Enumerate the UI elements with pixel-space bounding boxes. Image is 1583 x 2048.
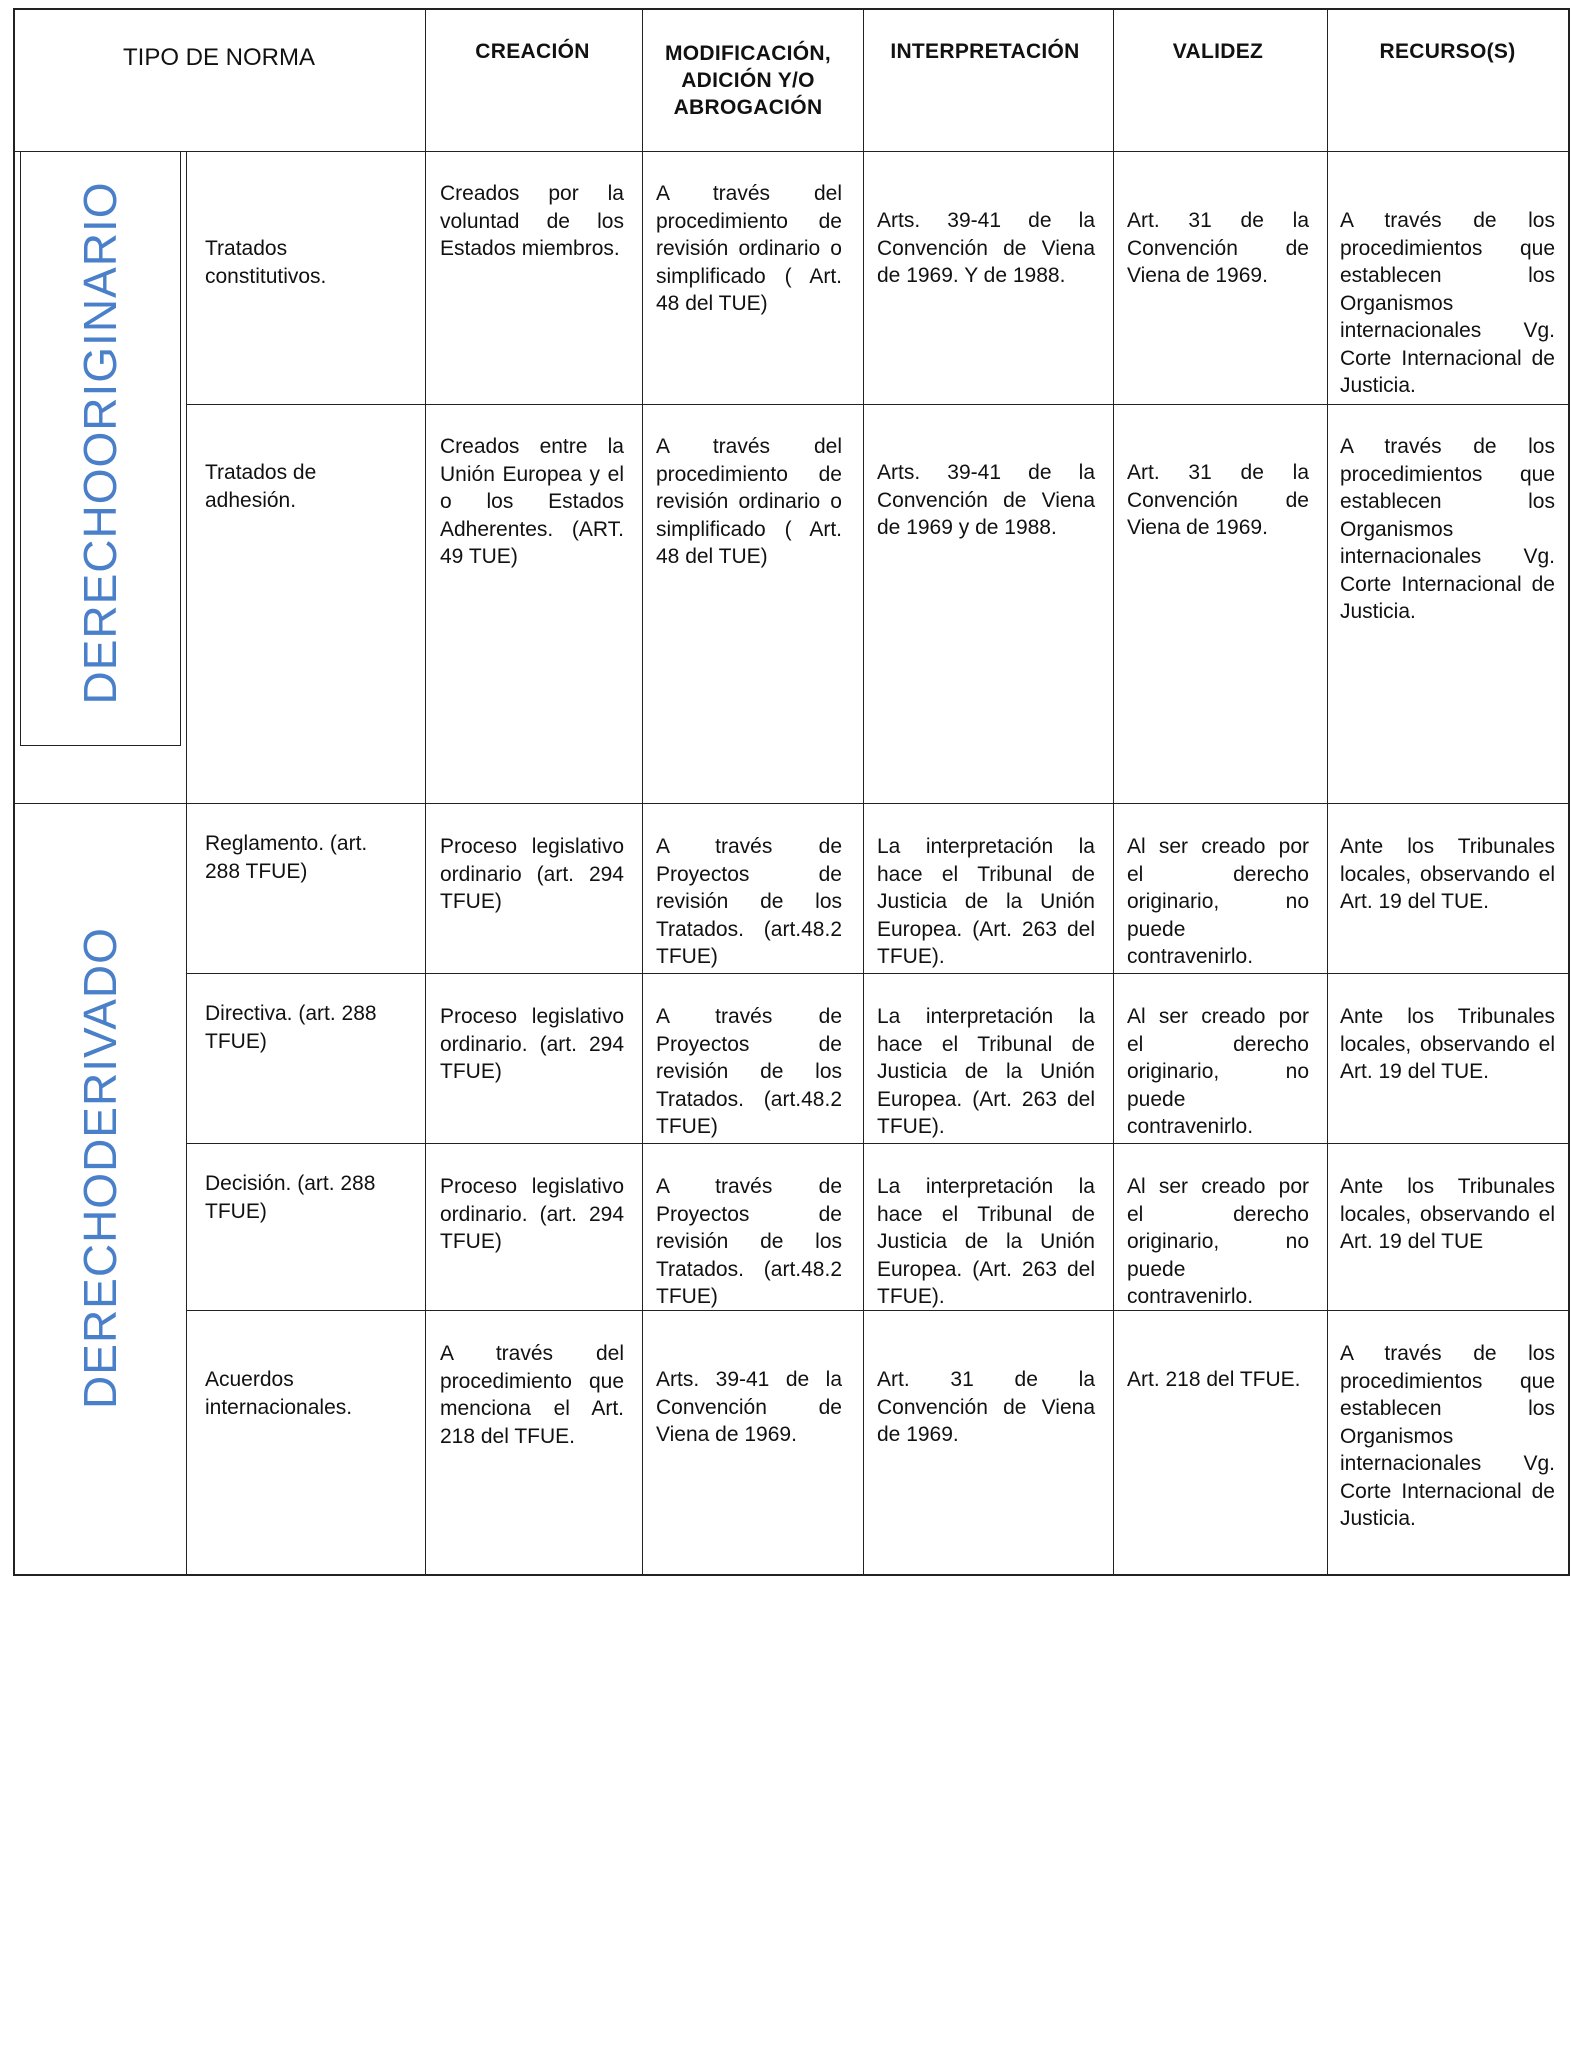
header-tipo-de-norma: TIPO DE NORMA	[122, 44, 315, 71]
cell-modificacion: Arts. 39-41 de la Convención de Viena de 1969.	[656, 1368, 842, 1446]
cell-interpretacion: Art. 31 de la Convención de Viena de 1969.	[877, 1368, 1095, 1446]
cell-modificacion: A través del procedimiento de revisión ordinario o simplificado ( Art. 48 del TUE)	[656, 182, 842, 315]
grid-line	[15, 151, 1568, 152]
grid-line	[1327, 10, 1328, 1574]
cell-recursos: Ante los Tribunales locales, observando el Art. 19 del TUE.	[1340, 835, 1555, 913]
grid-line	[863, 10, 864, 1574]
cell-validez: Al ser creado por el derecho originario, no puede contravenirlo.	[1127, 835, 1309, 968]
cell-tipo: Tratados de adhesión.	[205, 461, 317, 512]
cell-validez: Art. 31 de la Convención de Viena de 1969.	[1127, 209, 1309, 287]
grid-line	[642, 10, 643, 1574]
cell-modificacion: A través de Proyectos de revisión de los Tratados. (art.48.2 TFUE)	[656, 1175, 842, 1308]
grid-line	[425, 10, 426, 1574]
cell-recursos: Ante los Tribunales locales, observando el Art. 19 del TUE	[1340, 1175, 1555, 1253]
header-interpretacion: INTERPRETACIÓN	[890, 40, 1080, 63]
group-label-derivado: DERECHODERIVADO	[74, 927, 126, 1409]
cell-validez: Art. 31 de la Convención de Viena de 1969.	[1127, 461, 1309, 539]
grid-line	[186, 973, 1568, 974]
header-validez: VALIDEZ	[1172, 40, 1264, 63]
cell-modificacion: A través de Proyectos de revisión de los Tratados. (art.48.2 TFUE)	[656, 835, 842, 968]
cell-tipo: Acuerdos internacionales.	[205, 1368, 353, 1419]
cell-modificacion: A través del procedimiento de revisión ordinario o simplificado ( Art. 48 del TUE)	[656, 435, 842, 568]
cell-interpretacion: Arts. 39-41 de la Convención de Viena de 1969. Y de 1988.	[877, 209, 1095, 287]
cell-creacion: Creados entre la Unión Europea y el o los Estados Adherentes. (ART. 49 TUE)	[440, 435, 624, 568]
cell-interpretacion: La interpretación la hace el Tribunal de Justicia de la Unión Europea. (Art. 263 del TFUE).	[877, 1005, 1095, 1138]
grid-line	[186, 1143, 1568, 1144]
cell-creacion: A través del procedimiento que menciona el Art. 218 del TFUE.	[440, 1342, 624, 1448]
cell-tipo: Decisión. (art. 288 TFUE)	[205, 1172, 376, 1223]
group-label-originario: DERECHOORIGINARIO	[74, 181, 126, 705]
cell-creacion: Proceso legislativo ordinario. (art. 294 TFUE)	[440, 1005, 624, 1083]
grid-line	[1113, 10, 1114, 1574]
header-modificacion: MODIFICACIÓN, ADICIÓN Y/O ABROGACIÓN	[664, 42, 832, 119]
cell-creacion: Creados por la voluntad de los Estados miembros.	[440, 182, 624, 260]
grid-line	[15, 803, 1568, 804]
cell-tipo: Directiva. (art. 288 TFUE)	[205, 1002, 377, 1053]
cell-recursos: A través de los procedimientos que establecen los Organismos internacionales Vg. Corte Internacional de Justicia.	[1340, 435, 1555, 623]
header-recursos: RECURSO(S)	[1379, 40, 1516, 63]
cell-recursos: Ante los Tribunales locales, observando el Art. 19 del TUE.	[1340, 1005, 1555, 1083]
cell-validez: Al ser creado por el derecho originario, no puede contravenirlo.	[1127, 1175, 1309, 1308]
cell-recursos: A través de los procedimientos que establecen los Organismos internacionales Vg. Corte Internacional de Justicia.	[1340, 209, 1555, 397]
cell-creacion: Proceso legislativo ordinario (art. 294 TFUE)	[440, 835, 624, 913]
grid-line	[186, 404, 1568, 405]
cell-validez: Art. 218 del TFUE.	[1127, 1368, 1301, 1391]
cell-recursos: A través de los procedimientos que establecen los Organismos internacionales Vg. Corte Internacional de Justicia.	[1340, 1342, 1555, 1530]
cell-interpretacion: La interpretación la hace el Tribunal de Justicia de la Unión Europea. (Art. 263 del TFUE).	[877, 1175, 1095, 1308]
grid-line	[186, 152, 187, 1574]
cell-validez: Al ser creado por el derecho originario, no puede contravenirlo.	[1127, 1005, 1309, 1138]
header-creacion: CREACIÓN	[475, 40, 590, 63]
cell-modificacion: A través de Proyectos de revisión de los Tratados. (art.48.2 TFUE)	[656, 1005, 842, 1138]
cell-tipo: Tratados constitutivos.	[205, 237, 327, 288]
cell-interpretacion: La interpretación la hace el Tribunal de Justicia de la Unión Europea. (Art. 263 del TFUE).	[877, 835, 1095, 968]
cell-tipo: Reglamento. (art. 288 TFUE)	[205, 832, 368, 883]
cell-interpretacion: Arts. 39-41 de la Convención de Viena de 1969 y de 1988.	[877, 461, 1095, 539]
cell-creacion: Proceso legislativo ordinario. (art. 294 TFUE)	[440, 1175, 624, 1253]
